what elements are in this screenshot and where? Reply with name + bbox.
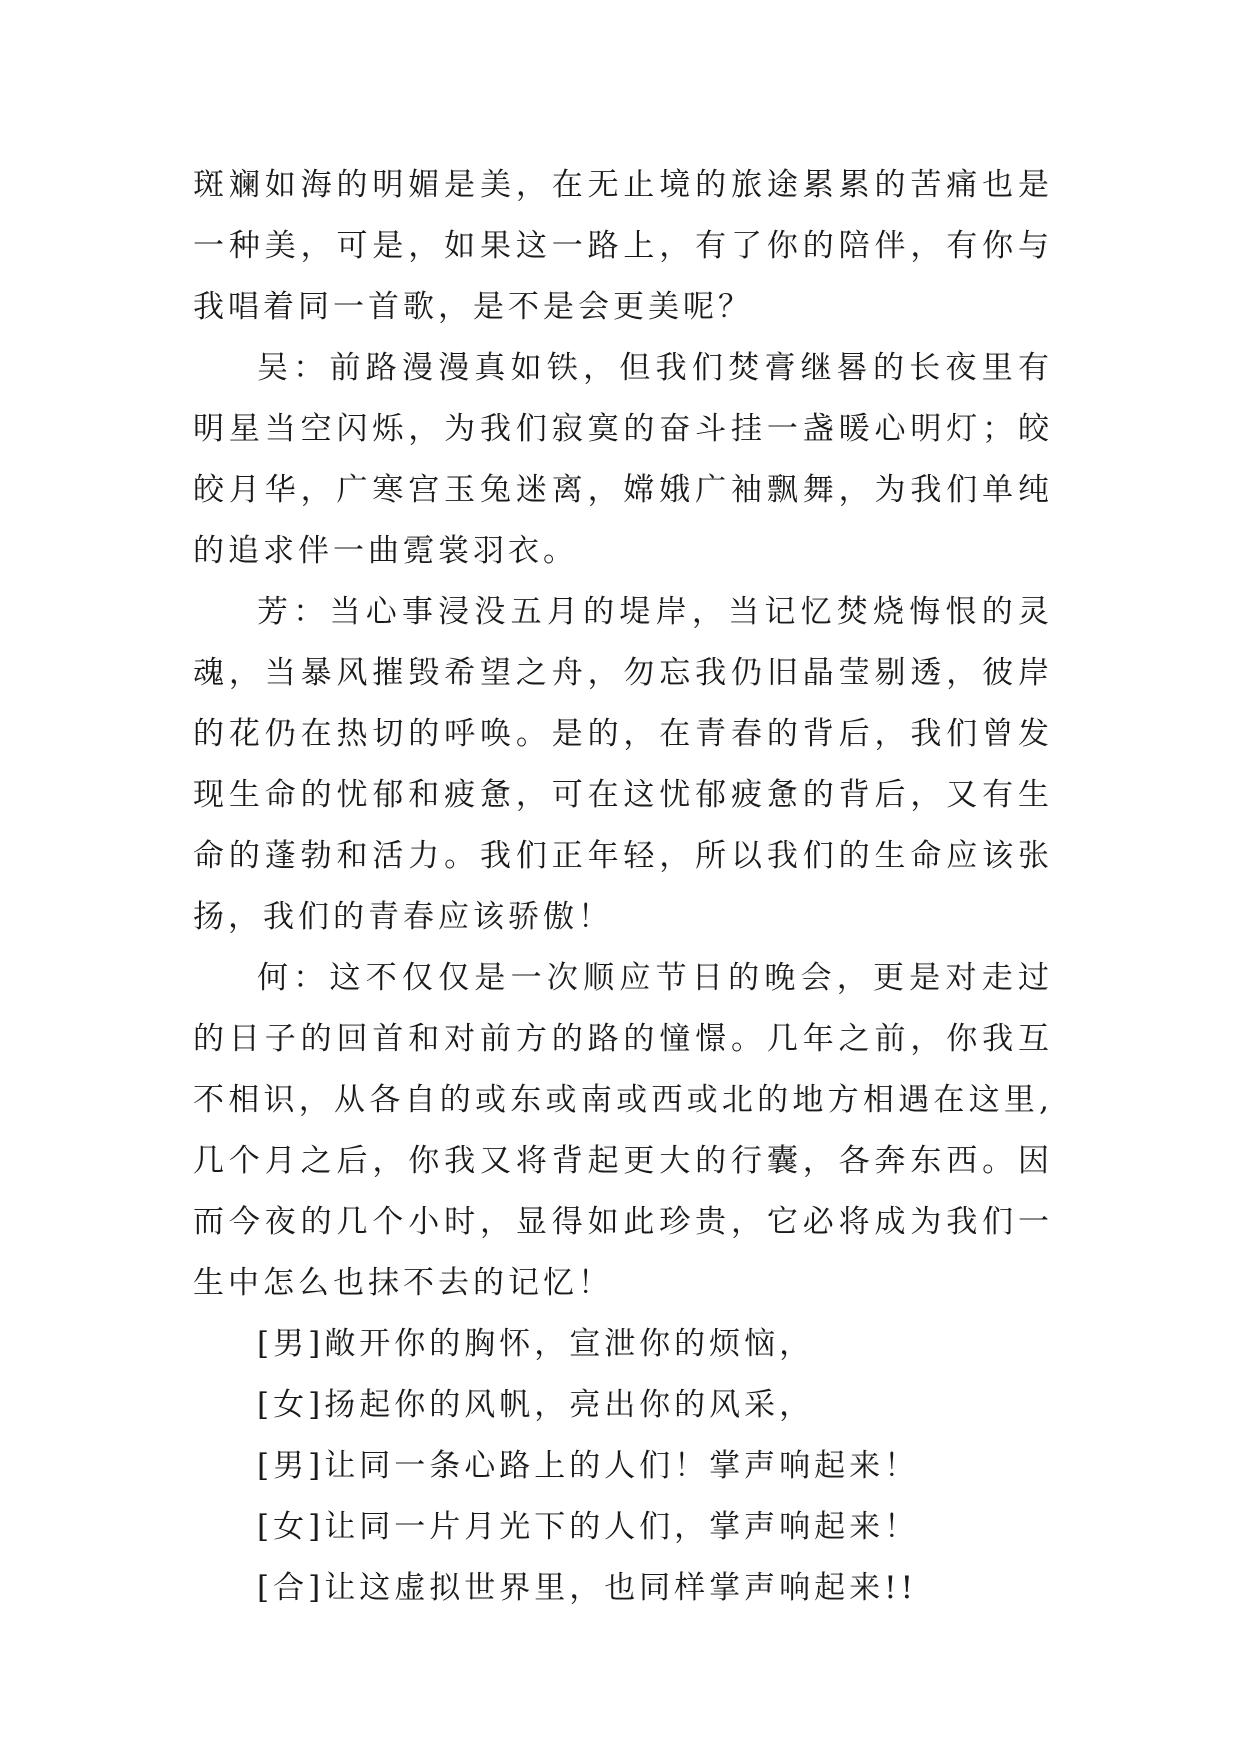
paragraph-continuation: 斑斓如海的明媚是美，在无止境的旅途累累的苦痛也是一种美，可是，如果这一路上，有了你的陪伴，有你与我唱着同一首歌，是不是会更美呢？ <box>193 167 1053 325</box>
line-female-2: [女]让同一片月光下的人们，掌声响起来！ <box>257 1509 920 1545</box>
document-body <box>193 155 1053 1619</box>
line-male-1: [男]敞开你的胸怀，宣泄你的烦恼， <box>257 1326 815 1362</box>
line-female-1: [女]扬起你的风帆，亮出你的风采， <box>257 1387 815 1423</box>
paragraph-he: 何：这不仅仅是一次顺应节日的晚会，更是对走过的日子的回首和对前方的路的憧憬。几年之前，你我互不相识，从各自的或东或南或西或北的地方相遇在这里,几个月之后，你我又将背起更大的行囊，各奔东西。因而今夜的几个小时，显得如此珍贵，它必将成为我们一生中怎么也抹不去的记忆！ <box>193 960 1053 1301</box>
paragraph-fang: 芳：当心事浸没五月的堤岸，当记忆焚烧悔恨的灵魂，当暴风摧毁希望之舟，勿忘我仍旧晶莹剔透，彼岸的花仍在热切的呼唤。是的，在青春的背后，我们曾发现生命的忧郁和疲惫，可在这忧郁疲惫的背后，又有生命的蓬勃和活力。我们正年轻，所以我们的生命应该张扬，我们的青春应该骄傲！ <box>193 594 1053 935</box>
paragraph-wu: 吴：前路漫漫真如铁，但我们焚膏继晷的长夜里有明星当空闪烁，为我们寂寞的奋斗挂一盏暖心明灯；皎皎月华，广寒宫玉兔迷离，嫦娥广袖飘舞，为我们单纯的追求伴一曲霓裳羽衣。 <box>193 350 1053 569</box>
line-chorus: [合]让这虚拟世界里，也同样掌声响起来!! <box>257 1570 918 1606</box>
line-male-2: [男]让同一条心路上的人们！掌声响起来！ <box>257 1448 920 1484</box>
